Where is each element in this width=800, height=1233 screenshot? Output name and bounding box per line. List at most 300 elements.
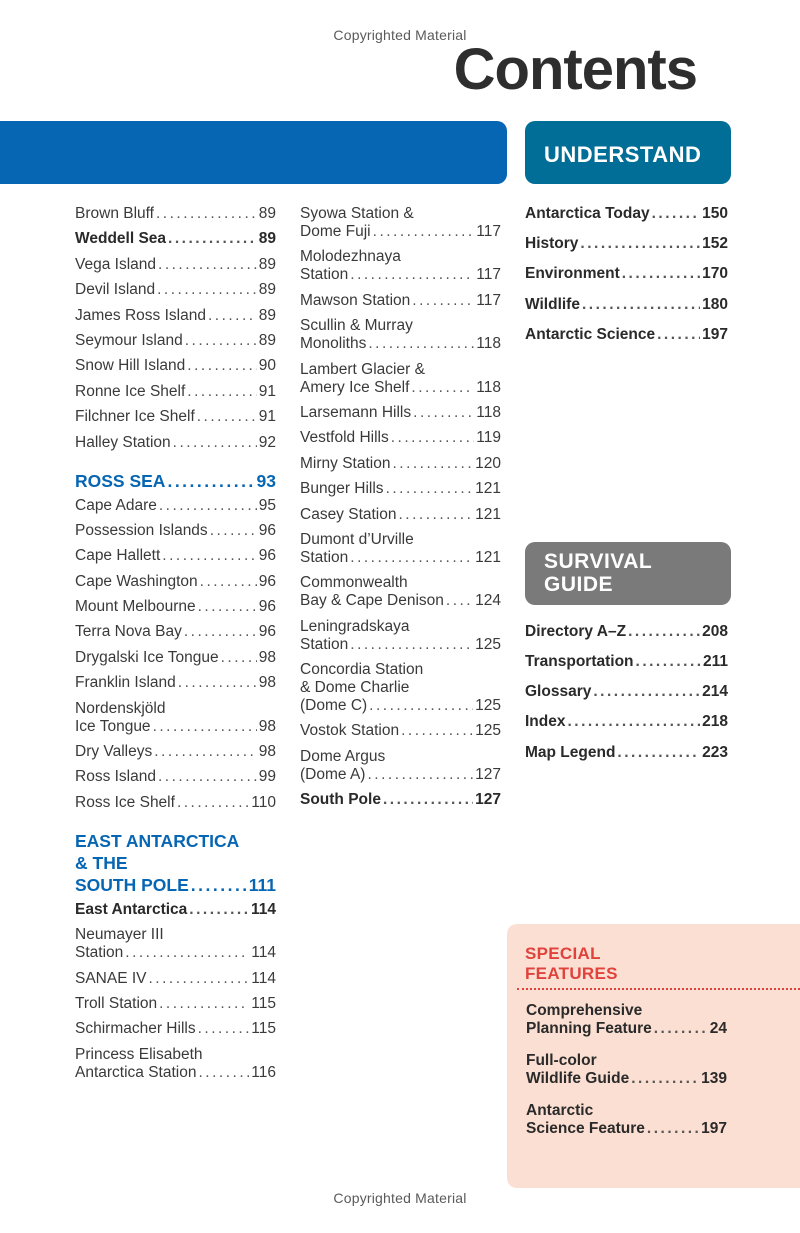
toc-entry-title: Ronne Ice Shelf xyxy=(75,382,186,400)
dot-leader xyxy=(159,995,249,1013)
dot-leader xyxy=(391,429,475,447)
survival-tab-line2: GUIDE xyxy=(544,573,614,596)
toc-entry-row xyxy=(300,266,501,284)
toc-entry-row xyxy=(75,573,276,591)
dot-leader xyxy=(208,307,257,325)
toc-entry xyxy=(525,326,728,344)
toc-entry xyxy=(75,674,276,692)
special-title-line1: SPECIAL xyxy=(525,944,601,963)
toc-page-number: 214 xyxy=(702,683,728,701)
toc-entry-title: Bay & Cape Denison xyxy=(300,592,444,610)
dot-leader xyxy=(187,383,256,401)
toc-page-number: 125 xyxy=(475,697,501,715)
toc-entry-title: Schirmacher Hills xyxy=(75,1020,196,1038)
dot-leader xyxy=(156,205,257,223)
toc-entry xyxy=(75,497,276,515)
toc-entry xyxy=(300,506,501,524)
section-header-bar xyxy=(0,121,507,184)
toc-entry-title: Index xyxy=(525,713,566,731)
toc-entry-title: Mawson Station xyxy=(300,291,411,309)
toc-page-number: 125 xyxy=(475,635,501,653)
toc-entry-row xyxy=(75,970,276,988)
toc-entry-title: Ross Ice Shelf xyxy=(75,793,175,811)
toc-entry-row xyxy=(525,205,728,223)
toc-entry-row xyxy=(525,296,728,314)
toc-page-number: 114 xyxy=(250,900,276,918)
toc-entry xyxy=(75,623,276,641)
toc-entry-line: Princess Elisabeth xyxy=(75,1045,203,1063)
toc-entry-row xyxy=(75,256,276,274)
special-title-line2: FEATURES xyxy=(525,964,618,983)
dot-leader xyxy=(210,522,257,540)
toc-page-number: 96 xyxy=(258,623,276,641)
toc-entry-row xyxy=(75,944,276,962)
dot-leader xyxy=(367,766,473,784)
toc-entry-row xyxy=(75,408,276,426)
dot-leader xyxy=(158,768,257,786)
dot-leader xyxy=(383,791,473,809)
toc-entry-title: Filchner Ice Shelf xyxy=(75,408,195,426)
toc-page-number: 91 xyxy=(258,408,276,426)
toc-page-number: 96 xyxy=(258,572,276,590)
dot-leader xyxy=(184,623,257,641)
toc-entry-title: (Dome A) xyxy=(300,765,366,783)
toc-page-number: 117 xyxy=(476,291,501,309)
dot-leader xyxy=(168,230,257,248)
toc-entry-title: Devil Island xyxy=(75,281,156,299)
toc-entry-row xyxy=(75,547,276,565)
toc-page-number: 116 xyxy=(251,1063,276,1081)
toc-entry xyxy=(75,357,276,375)
toc-page-number: 223 xyxy=(702,743,728,761)
toc-entry xyxy=(75,1046,276,1082)
toc-page-number: 208 xyxy=(702,622,728,640)
toc-entry xyxy=(300,429,501,447)
dot-leader xyxy=(582,296,700,314)
toc-entry-row xyxy=(75,768,276,786)
toc-entry-title: Map Legend xyxy=(525,743,616,761)
toc-entry-row xyxy=(300,292,501,310)
toc-entry-row xyxy=(300,791,501,809)
toc-entry-row xyxy=(300,335,501,353)
toc-entry xyxy=(75,794,276,812)
toc-entry-line: Syowa Station & xyxy=(300,205,414,222)
toc-entry xyxy=(525,205,728,223)
toc-entry xyxy=(525,713,728,731)
toc-entry-line: Comprehensive xyxy=(526,1002,643,1019)
toc-entry xyxy=(525,653,728,671)
toc-entry-title: Monoliths xyxy=(300,335,367,353)
toc-entry-row xyxy=(525,235,728,253)
toc-entry-title: Amery Ice Shelf xyxy=(300,378,410,396)
toc-entry-title: Glossary xyxy=(525,683,592,701)
toc-entry-row xyxy=(300,766,501,784)
toc-page-number: 150 xyxy=(702,205,728,222)
toc-entry-title: Larsemann Hills xyxy=(300,403,412,421)
toc-entry-row xyxy=(300,223,501,241)
toc-entry-row xyxy=(300,455,501,473)
toc-entry-title: Cape Hallett xyxy=(75,547,161,565)
toc-page-number: 127 xyxy=(475,765,501,783)
toc-entry-title: Brown Bluff xyxy=(75,205,154,222)
toc-entry-row xyxy=(75,874,276,896)
toc-entry-title: Weddell Sea xyxy=(75,230,167,248)
toc-entry-title: Possession Islands xyxy=(75,521,208,539)
dot-leader xyxy=(350,549,473,567)
toc-entry-line: Scullin & Murray xyxy=(300,317,413,335)
toc-page-number: 197 xyxy=(702,325,728,343)
toc-entry xyxy=(300,748,501,784)
toc-entry xyxy=(75,901,276,919)
dot-leader xyxy=(177,794,249,812)
dot-leader xyxy=(593,683,700,701)
toc-entry-line: Leningradskaya xyxy=(300,617,410,635)
toc-entry-row xyxy=(300,480,501,498)
copyright-notice-top: Copyrighted Material xyxy=(333,27,467,43)
dot-leader xyxy=(580,235,700,253)
toc-entry xyxy=(300,455,501,473)
toc-entry-row xyxy=(300,697,501,715)
toc-entry-row xyxy=(75,383,276,401)
toc-entry xyxy=(75,995,276,1013)
toc-entry-row xyxy=(526,1120,727,1138)
dot-leader xyxy=(401,722,473,740)
toc-page-number: 93 xyxy=(256,470,276,491)
toc-entry-line: Neumayer III xyxy=(75,926,164,944)
toc-entry-title: Vostok Station xyxy=(300,722,400,740)
toc-entry xyxy=(300,618,501,654)
toc-entry xyxy=(300,248,501,284)
toc-entry-title: Directory A–Z xyxy=(525,622,627,640)
toc-entry xyxy=(75,332,276,350)
toc-entry xyxy=(75,970,276,988)
understand-tab: UNDERSTAND xyxy=(525,121,731,184)
toc-entry-title: East Antarctica xyxy=(75,900,188,918)
toc-entry-title: Franklin Island xyxy=(75,674,176,692)
dot-leader xyxy=(191,874,247,896)
toc-entry xyxy=(300,574,501,610)
toc-entry-line: Antarctic xyxy=(526,1102,594,1119)
dot-leader xyxy=(369,697,473,715)
toc-entry-line: & THE xyxy=(75,852,128,873)
toc-page-number: 114 xyxy=(251,944,276,962)
toc-entry-title: SANAE IV xyxy=(75,969,147,987)
toc-page-number: 117 xyxy=(476,266,501,284)
toc-page-number: 98 xyxy=(258,743,276,761)
toc-entry-line: Lambert Glacier & xyxy=(300,360,425,378)
dotted-divider xyxy=(517,988,800,990)
toc-entry xyxy=(300,361,501,397)
toc-entry-row xyxy=(525,326,728,344)
toc-entry-title: Station xyxy=(300,635,349,653)
toc-page-number: 115 xyxy=(251,994,276,1012)
toc-entry-line: Full-color xyxy=(526,1052,597,1069)
toc-entry-row xyxy=(75,307,276,325)
copyright-notice-bottom: Copyrighted Material xyxy=(333,1190,467,1206)
dot-leader xyxy=(368,335,474,353)
toc-entry xyxy=(300,317,501,353)
toc-page-number: 180 xyxy=(702,295,728,313)
toc-entry xyxy=(75,281,276,299)
toc-entry xyxy=(300,661,501,715)
toc-entry-title: Science Feature xyxy=(526,1120,645,1137)
dot-leader xyxy=(185,332,257,350)
toc-entry-title: Station xyxy=(300,548,349,566)
toc-entry-title: Mirny Station xyxy=(300,454,391,472)
dot-leader xyxy=(157,281,257,299)
toc-entry xyxy=(525,744,728,762)
toc-entry-title: Antarctic Science xyxy=(525,325,656,343)
toc-page-number: 118 xyxy=(476,403,501,421)
toc-page-number: 197 xyxy=(701,1120,727,1137)
toc-entry-title: (Dome C) xyxy=(300,697,368,715)
toc-entry-title: Wildlife Guide xyxy=(526,1070,630,1087)
toc-page-number: 120 xyxy=(475,454,501,472)
toc-page-number: 152 xyxy=(702,235,728,253)
toc-entry-row xyxy=(300,404,501,422)
toc-entry-title: Vestfold Hills xyxy=(300,429,389,447)
toc-entry xyxy=(300,480,501,498)
toc-page-number: 139 xyxy=(701,1070,727,1087)
toc-entry-row xyxy=(75,1020,276,1038)
dot-leader xyxy=(411,379,474,397)
toc-entry-title: SOUTH POLE xyxy=(75,874,189,895)
toc-entry-row xyxy=(526,1020,727,1038)
toc-page-number: 114 xyxy=(251,969,276,987)
toc-entry xyxy=(525,235,728,253)
toc-entry-title: Dry Valleys xyxy=(75,743,153,761)
toc-entry-row xyxy=(75,674,276,692)
toc-page-number: 89 xyxy=(258,230,276,248)
toc-entry-row xyxy=(525,713,728,731)
dot-leader xyxy=(178,674,257,692)
toc-entry-title: Antarctica Today xyxy=(525,205,650,222)
toc-entry-title: Mount Melbourne xyxy=(75,598,196,616)
toc-entry-title: Seymour Island xyxy=(75,331,183,349)
dot-leader xyxy=(654,1020,708,1038)
dot-leader xyxy=(153,718,257,736)
dot-leader xyxy=(158,256,257,274)
toc-entry-row xyxy=(75,497,276,515)
dot-leader xyxy=(198,598,257,616)
toc-entry-line: Dumont d’Urville xyxy=(300,530,414,548)
toc-page-number: 98 xyxy=(258,717,276,735)
toc-column-2 xyxy=(300,205,501,817)
dot-leader xyxy=(167,470,254,492)
toc-entry xyxy=(300,722,501,740)
dot-leader xyxy=(628,623,700,641)
toc-entry xyxy=(300,791,501,809)
toc-entry-title: ROSS SEA xyxy=(75,470,166,491)
toc-entry-title: Planning Feature xyxy=(526,1020,652,1037)
toc-entry xyxy=(75,470,276,492)
toc-entry-row xyxy=(75,281,276,299)
dot-leader xyxy=(647,1120,699,1138)
dot-leader xyxy=(617,744,700,762)
toc-entry-title: Drygalski Ice Tongue xyxy=(75,648,219,666)
toc-entry-title: South Pole xyxy=(300,791,381,809)
dot-leader xyxy=(413,404,474,422)
dot-leader xyxy=(622,265,700,283)
toc-entry xyxy=(300,404,501,422)
dot-leader xyxy=(652,205,701,223)
toc-entry xyxy=(300,292,501,310)
dot-leader xyxy=(386,480,474,498)
toc-page-number: 90 xyxy=(258,357,276,375)
toc-page-number: 96 xyxy=(258,521,276,539)
toc-entry-line: Molodezhnaya xyxy=(300,248,401,266)
toc-entry-row xyxy=(75,205,276,223)
toc-column-3 xyxy=(525,205,728,774)
toc-entry-row xyxy=(526,1070,727,1088)
toc-entry xyxy=(75,598,276,616)
toc-entry-title: Halley Station xyxy=(75,433,171,451)
toc-entry xyxy=(75,256,276,274)
toc-entry-title: Cape Adare xyxy=(75,496,157,514)
dot-leader xyxy=(392,455,473,473)
toc-entry-title: Terra Nova Bay xyxy=(75,623,182,641)
toc-entry-title: Ross Island xyxy=(75,768,156,786)
toc-entry-row xyxy=(525,623,728,641)
toc-entry-title: Bunger Hills xyxy=(300,480,384,498)
toc-entry-row xyxy=(300,592,501,610)
toc-page-number: 121 xyxy=(475,548,501,566)
toc-entry-row xyxy=(75,794,276,812)
toc-entry-title: History xyxy=(525,235,579,253)
dot-leader xyxy=(159,497,257,515)
toc-entry xyxy=(300,531,501,567)
toc-entry xyxy=(75,307,276,325)
toc-entry xyxy=(75,230,276,248)
toc-entry xyxy=(525,296,728,314)
toc-entry xyxy=(75,743,276,761)
toc-entry-row xyxy=(300,506,501,524)
toc-page-number: 89 xyxy=(258,306,276,324)
toc-page-number: 218 xyxy=(702,713,728,731)
toc-entry-title: Snow Hill Island xyxy=(75,357,186,375)
toc-page-number: 95 xyxy=(258,496,276,514)
toc-page-number: 115 xyxy=(251,1020,276,1038)
toc-entry-title: Troll Station xyxy=(75,994,158,1012)
toc-entry-row xyxy=(300,722,501,740)
toc-entry-row xyxy=(75,649,276,667)
toc-entry-row xyxy=(300,379,501,397)
toc-entry-row xyxy=(75,470,276,492)
dot-leader xyxy=(567,713,700,731)
toc-page-number: 89 xyxy=(258,331,276,349)
toc-page-number: 92 xyxy=(258,433,276,451)
dot-leader xyxy=(198,1064,249,1082)
toc-page-number: 121 xyxy=(475,505,501,523)
survival-list xyxy=(525,623,728,762)
dot-leader xyxy=(197,408,257,426)
toc-entry xyxy=(525,623,728,641)
dot-leader xyxy=(198,1020,250,1038)
toc-entry-title: Station xyxy=(75,944,124,962)
toc-entry-row xyxy=(75,598,276,616)
toc-entry-row xyxy=(75,1064,276,1082)
toc-entry-line: & Dome Charlie xyxy=(300,679,410,697)
dot-leader xyxy=(350,266,474,284)
toc-entry-title: Dome Fuji xyxy=(300,223,371,240)
toc-entry-title: Environment xyxy=(525,265,620,283)
toc-entry xyxy=(75,926,276,962)
toc-page-number: 111 xyxy=(248,874,276,895)
toc-page-number: 118 xyxy=(476,378,501,396)
toc-page-number: 170 xyxy=(702,265,728,283)
toc-entry-title: Cape Washington xyxy=(75,572,198,590)
toc-entry-line: Commonwealth xyxy=(300,574,408,592)
toc-entry xyxy=(300,205,501,241)
dot-leader xyxy=(154,743,257,761)
dot-leader xyxy=(149,970,250,988)
toc-entry-line: EAST ANTARCTICA xyxy=(75,830,240,851)
special-features-box xyxy=(507,924,800,1188)
dot-leader xyxy=(399,506,474,524)
dot-leader xyxy=(173,434,257,452)
understand-list xyxy=(525,205,728,344)
toc-page-number: 119 xyxy=(476,429,501,447)
toc-entry-line: Dome Argus xyxy=(300,747,386,765)
toc-page-number: 89 xyxy=(258,255,276,273)
toc-page-number: 211 xyxy=(702,652,728,670)
dot-leader xyxy=(636,653,701,671)
toc-page-number: 99 xyxy=(258,768,276,786)
toc-entry xyxy=(75,649,276,667)
toc-page-number: 127 xyxy=(475,791,501,809)
toc-entry xyxy=(75,205,276,223)
toc-entry xyxy=(75,573,276,591)
toc-entry xyxy=(526,1052,727,1088)
toc-entry-row xyxy=(75,623,276,641)
page-title: Contents xyxy=(453,37,697,102)
toc-entry xyxy=(75,434,276,452)
dot-leader xyxy=(187,357,256,375)
dot-leader xyxy=(162,547,256,565)
toc-page-number: 118 xyxy=(476,335,501,353)
toc-entry-row xyxy=(300,429,501,447)
toc-page-number: 98 xyxy=(258,648,276,666)
toc-entry-row xyxy=(75,901,276,919)
toc-entry-title: Antarctica Station xyxy=(75,1063,197,1081)
toc-page-number: 117 xyxy=(476,223,501,240)
dot-leader xyxy=(221,649,257,667)
toc-entry-title: Station xyxy=(300,266,349,284)
toc-entry xyxy=(75,700,276,736)
toc-page-number: 96 xyxy=(258,547,276,565)
dot-leader xyxy=(200,573,257,591)
toc-page-number: 124 xyxy=(475,592,501,610)
toc-entry-title: Casey Station xyxy=(300,505,397,523)
toc-entry xyxy=(526,1102,727,1138)
toc-entry xyxy=(526,1002,727,1038)
toc-page-number: 98 xyxy=(258,674,276,692)
toc-entry-row xyxy=(525,653,728,671)
dot-leader xyxy=(412,292,474,310)
toc-entry-title: Wildlife xyxy=(525,295,580,313)
toc-entry-row xyxy=(525,683,728,701)
toc-entry-row xyxy=(75,522,276,540)
special-features-title xyxy=(525,944,618,984)
toc-entry-row xyxy=(75,995,276,1013)
toc-column-1 xyxy=(75,205,276,1089)
toc-entry-row xyxy=(75,434,276,452)
toc-entry xyxy=(75,522,276,540)
toc-entry-row xyxy=(75,718,276,736)
toc-page-number: 89 xyxy=(258,281,276,299)
toc-entry-row xyxy=(300,549,501,567)
toc-page-number: 125 xyxy=(475,722,501,740)
